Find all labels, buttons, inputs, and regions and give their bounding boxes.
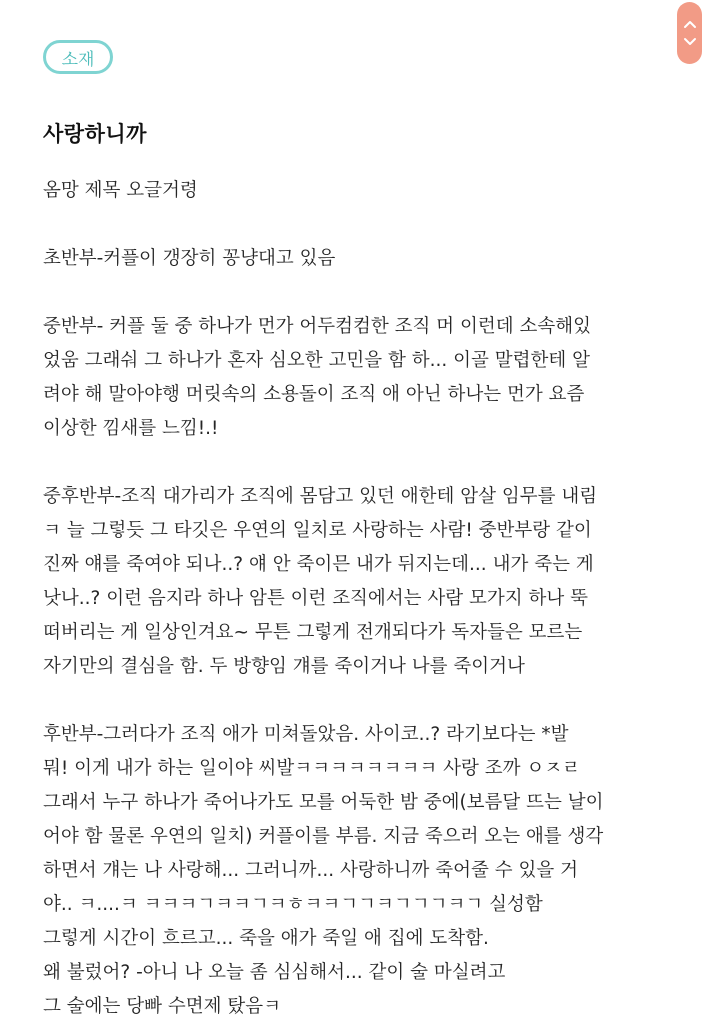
body-line: 중후반부-조직 대가리가 조직에 몸담고 있던 애한테 암살 임무를 내림 (43, 486, 598, 507)
body-line: 려야 해 말아야행 머릿속의 소용돌이 조직 애 아닌 하나는 먼가 요즘 (43, 384, 585, 405)
body-line: 하면서 걔는 나 사랑해... 그러니까... 사랑하니까 죽어줄 수 있을 거 (43, 860, 578, 881)
post-title: 사랑하니까 (43, 122, 147, 146)
body-line: ㅋ 늘 그렇듯 그 타깃은 우연의 일치로 사랑하는 사람! 중반부랑 같이 (43, 520, 592, 541)
body-line: 자기만의 결심을 함. 두 방향임 걔를 죽이거나 나를 죽이거나 (43, 656, 525, 677)
body-line: 야.. ㅋ....ㅋ ㅋㅋㅋㄱㅋㅋㄱㅋㅎㅋㅋㄱㄱㅋㄱㄱㄱㅋㄱ 실성함 (43, 894, 543, 915)
body-line: 중반부- 커플 둘 중 하나가 먼가 어두컴컴한 조직 머 이런데 소속해있 (43, 316, 592, 337)
body-line: 그 술에는 당빠 수면제 탔음ㅋ (43, 996, 281, 1017)
scroll-buttons (677, 2, 702, 64)
category-tag[interactable]: 소재 (43, 40, 113, 74)
chevron-down-icon[interactable] (683, 35, 697, 49)
body-line: 낫나..? 이런 음지라 하나 암튼 이런 조직에서는 사람 모가지 하나 뚝 (43, 588, 589, 609)
body-line: 떠버리는 게 일상인겨요~ 무튼 그렇게 전개되다가 독자들은 모르는 (43, 622, 583, 643)
body-line: 후반부-그러다가 조직 애가 미쳐돌았음. 사이코..? 라기보다는 *발 (43, 724, 569, 745)
post-body (43, 174, 683, 1024)
body-line: 뭐! 이게 내가 하는 일이야 씨발ㅋㅋㅋㅋㅋㅋㅋㅋ 사랑 조까 ㅇㅈㄹ (43, 758, 580, 779)
body-line: 진짜 얘를 죽여야 되나..? 얘 안 죽이믄 내가 뒤지는데... 내가 죽는 게 (43, 554, 594, 575)
body-line: 그래서 누구 하나가 죽어나가도 모를 어둑한 밤 중에(보름달 뜨는 날이 (43, 792, 604, 813)
chevron-up-icon[interactable] (683, 17, 697, 31)
paragraph-gap (43, 684, 683, 718)
body-line: 옴망 제목 오글거령 (43, 180, 198, 201)
paragraph-gap (43, 276, 683, 310)
paragraph-gap (43, 446, 683, 480)
body-line: 왜 불렀어? -아니 나 오늘 좀 심심해서... 같이 술 마실려고 (43, 962, 506, 983)
body-line: 어야 함 물론 우연의 일치) 커플이를 부름. 지금 죽으러 오는 애를 생각 (43, 826, 604, 847)
paragraph-gap (43, 208, 683, 242)
body-line: 초반부-커플이 갱장히 꽁냥대고 있음 (43, 248, 336, 269)
body-line: 그렇게 시간이 흐르고... 죽을 애가 죽일 애 집에 도착함. (43, 928, 489, 949)
body-line: 었움 그래숴 그 하나가 혼자 심오한 고민을 함 하... 이골 말렵한테 알 (43, 350, 590, 371)
body-line: 이상한 낌새를 느낌!.! (43, 418, 219, 439)
